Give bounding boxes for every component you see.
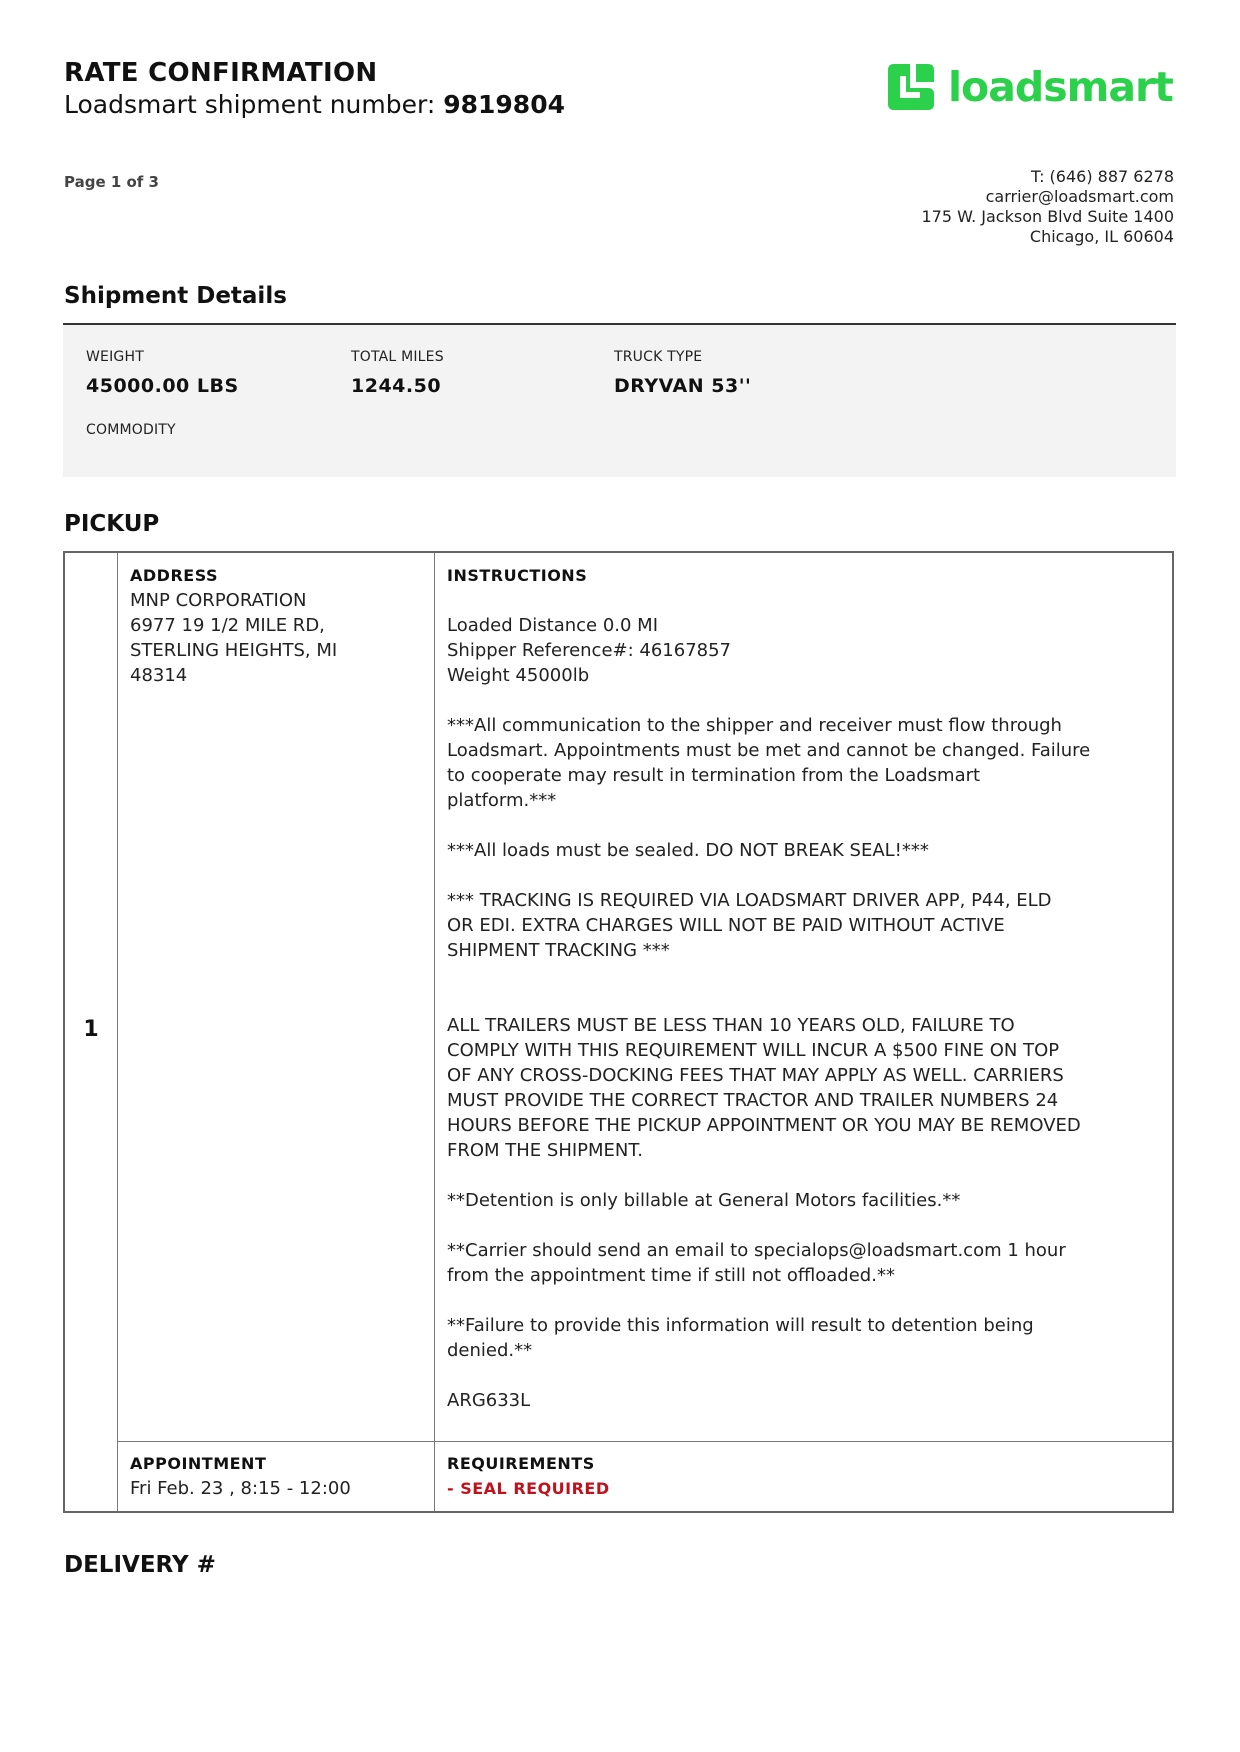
shipment-details-box — [63, 323, 1176, 477]
total-miles-value: 1244.50 — [351, 375, 442, 397]
instruction-paragraph — [447, 1388, 1167, 1413]
address-cell — [130, 563, 425, 688]
pickup-table — [63, 551, 1174, 1513]
pickup-title: PICKUP — [64, 511, 160, 537]
commodity-label: COMMODITY — [86, 422, 176, 438]
document-title: RATE CONFIRMATION — [64, 58, 378, 88]
table-divider — [434, 553, 435, 1511]
weight-label: WEIGHT — [86, 349, 144, 365]
instruction-line: to cooperate may result in termination from the Loadsmart — [447, 765, 981, 786]
instruction-line: denied.** — [447, 1340, 533, 1361]
instruction-paragraph — [447, 1313, 1167, 1363]
instruction-paragraph — [447, 613, 1167, 688]
weight-value: 45000.00 LBS — [86, 375, 239, 397]
loadsmart-logo-icon — [886, 62, 936, 112]
instruction-line: Shipper Reference#: 46167857 — [447, 640, 732, 661]
instructions-label: INSTRUCTIONS — [447, 566, 588, 585]
instruction-line: **Carrier should send an email to specialops@loadsmart.com 1 hour — [447, 1240, 1066, 1261]
address-label: ADDRESS — [130, 566, 219, 585]
truck-type-label: TRUCK TYPE — [614, 349, 703, 365]
instruction-line: **Failure to provide this information will result to detention being — [447, 1315, 1034, 1336]
shipment-number-line — [64, 90, 565, 119]
instructions-cell — [447, 563, 1167, 1438]
address-line: STERLING HEIGHTS, MI — [130, 640, 338, 661]
instruction-line: platform.*** — [447, 790, 557, 811]
instruction-line: Loadsmart. Appointments must be met and cannot be changed. Failure — [447, 740, 1091, 761]
instruction-line: OF ANY CROSS-DOCKING FEES THAT MAY APPLY AS WELL. CARRIERS — [447, 1065, 1064, 1086]
instruction-line: ARG633L — [447, 1390, 531, 1411]
table-divider — [117, 1441, 1172, 1442]
instruction-line: MUST PROVIDE THE CORRECT TRACTOR AND TRAILER NUMBERS 24 — [447, 1090, 1059, 1111]
requirements-cell — [447, 1451, 1147, 1501]
shipment-number: 9819804 — [443, 90, 565, 119]
appointment-label: APPOINTMENT — [130, 1454, 267, 1473]
instruction-line: Loaded Distance 0.0 MI — [447, 615, 659, 636]
instruction-line: HOURS BEFORE THE PICKUP APPOINTMENT OR YOU MAY BE REMOVED — [447, 1115, 1081, 1136]
instruction-paragraph — [447, 1238, 1167, 1288]
instruction-line: ***All communication to the shipper and receiver must flow through — [447, 715, 1062, 736]
address-line: MNP CORPORATION — [130, 590, 307, 611]
instruction-paragraph — [447, 838, 1167, 863]
instruction-paragraph — [447, 888, 1167, 963]
instruction-line: **Detention is only billable at General Motors facilities.** — [447, 1190, 961, 1211]
truck-type-value: DRYVAN 53'' — [614, 375, 752, 397]
contact-address-line2: Chicago, IL 60604 — [1029, 227, 1174, 246]
address-line: 48314 — [130, 665, 188, 686]
instruction-line: from the appointment time if still not offloaded.** — [447, 1265, 895, 1286]
loadsmart-logo-text: loadsmart — [948, 63, 1173, 111]
stop-number: 1 — [83, 1017, 99, 1042]
contact-address-line1: 175 W. Jackson Blvd Suite 1400 — [921, 207, 1174, 226]
requirements-label: REQUIREMENTS — [447, 1454, 595, 1473]
loadsmart-logo — [886, 60, 1173, 114]
instruction-paragraph — [447, 1013, 1167, 1163]
instruction-line: ALL TRAILERS MUST BE LESS THAN 10 YEARS OLD, FAILURE TO — [447, 1015, 1015, 1036]
instruction-line: Weight 45000lb — [447, 665, 590, 686]
instruction-paragraph — [447, 1188, 1167, 1213]
contact-phone: T: (646) 887 6278 — [1031, 167, 1174, 186]
total-miles-label: TOTAL MILES — [351, 349, 444, 365]
table-divider — [117, 553, 118, 1511]
appointment-cell — [130, 1451, 425, 1501]
instruction-line: COMPLY WITH THIS REQUIREMENT WILL INCUR A $500 FINE ON TOP — [447, 1040, 1060, 1061]
instruction-line: ***All loads must be sealed. DO NOT BREAK SEAL!*** — [447, 840, 929, 861]
contact-email: carrier@loadsmart.com — [985, 187, 1174, 206]
appointment-value: Fri Feb. 23 , 8:15 - 12:00 — [130, 1478, 351, 1499]
shipment-number-label: Loadsmart shipment number: — [64, 90, 436, 119]
delivery-title: DELIVERY # — [64, 1552, 216, 1578]
instruction-line: OR EDI. EXTRA CHARGES WILL NOT BE PAID WITHOUT ACTIVE — [447, 915, 1005, 936]
instruction-line: FROM THE SHIPMENT. — [447, 1140, 643, 1161]
page-indicator: Page 1 of 3 — [64, 173, 159, 191]
contact-block — [921, 167, 1174, 247]
seal-required-badge: - SEAL REQUIRED — [447, 1479, 610, 1498]
instruction-line: SHIPMENT TRACKING *** — [447, 940, 670, 961]
shipment-details-title: Shipment Details — [64, 283, 287, 309]
instruction-line: *** TRACKING IS REQUIRED VIA LOADSMART DRIVER APP, P44, ELD — [447, 890, 1052, 911]
instruction-paragraph — [447, 713, 1167, 813]
address-line: 6977 19 1/2 MILE RD, — [130, 615, 325, 636]
